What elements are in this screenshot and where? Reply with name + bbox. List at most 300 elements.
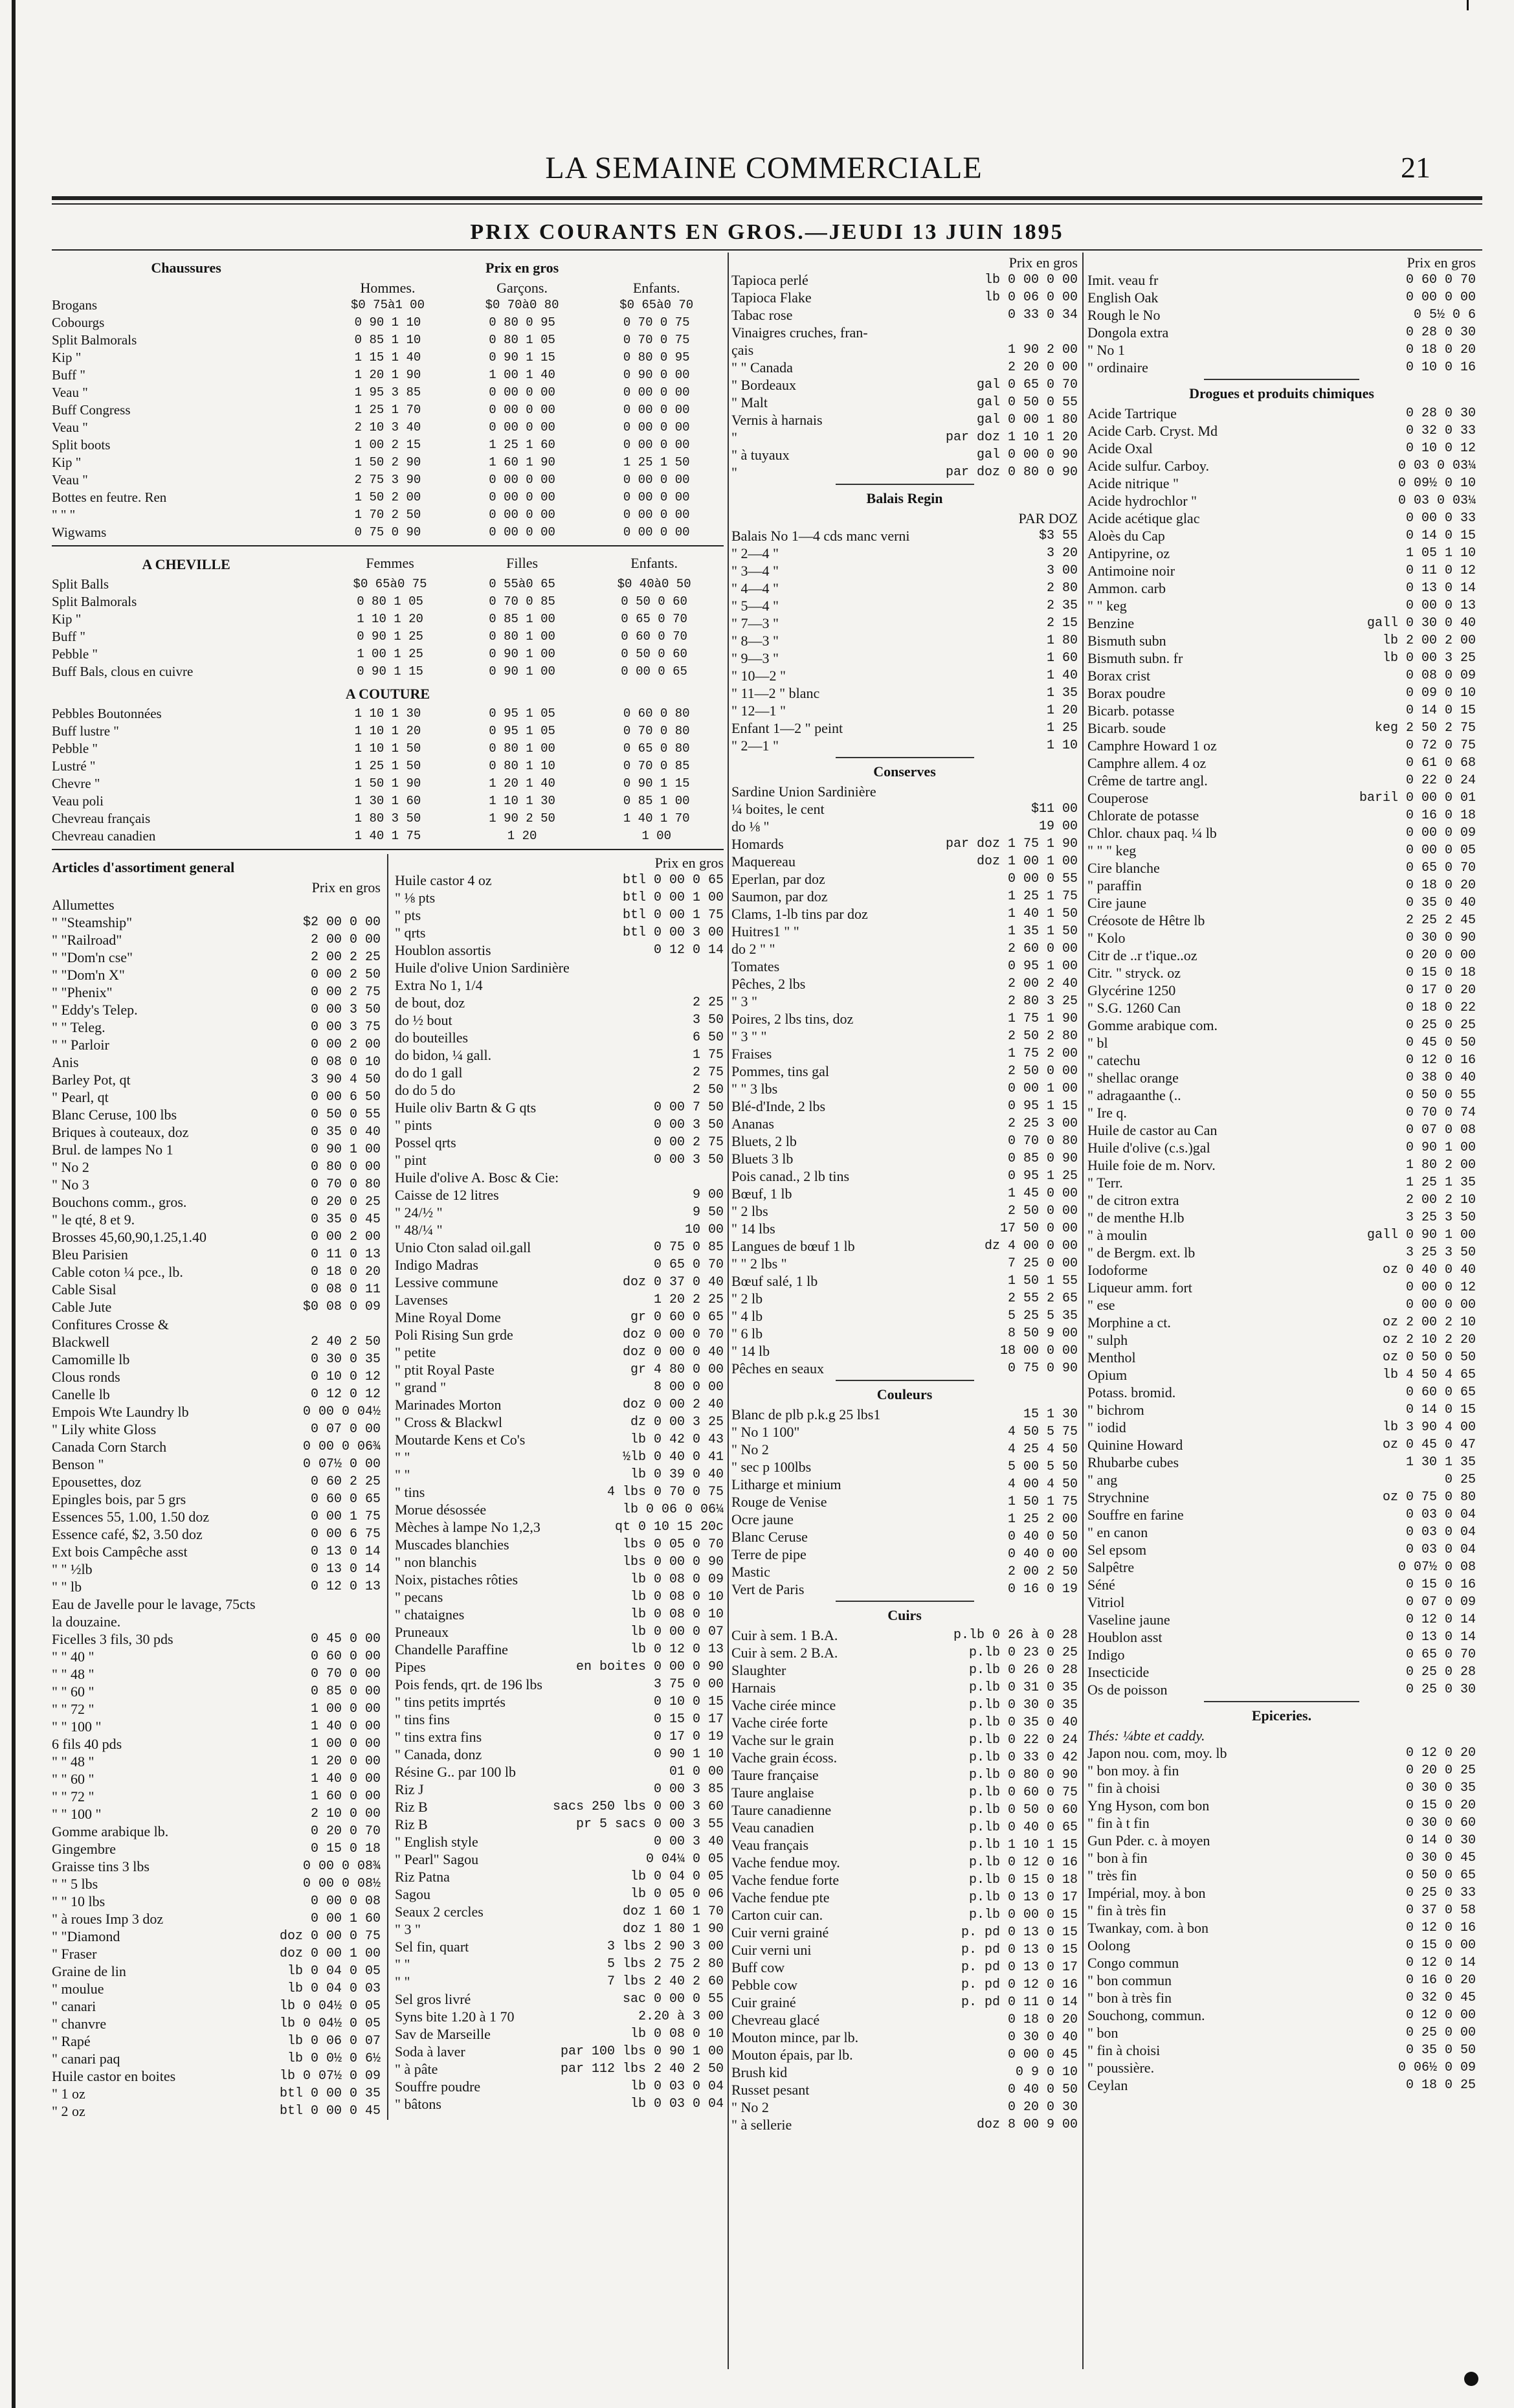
item-price: 0 70 0 80	[1007, 1134, 1078, 1149]
item-price: 2 00 0 00	[310, 932, 381, 947]
item-price: 1 60 0 00	[310, 1789, 381, 1804]
price-line	[1087, 1832, 1476, 1849]
item-price: 0 11 0 13	[310, 1247, 381, 1262]
item-name: Camphre allem. 4 oz	[1087, 755, 1207, 771]
price-line	[52, 2032, 381, 2050]
item-price: 0 28 0 30	[1405, 325, 1476, 340]
item-name: " bon	[1087, 2025, 1119, 2041]
item-price: 0 25 0 25	[1405, 1018, 1476, 1033]
section-heading-couture: A COUTURE	[345, 686, 430, 702]
price-line	[1087, 1436, 1476, 1454]
item-price: 0 13 0 14	[1405, 1630, 1476, 1645]
price-line	[1087, 1314, 1476, 1331]
price-line	[395, 1081, 724, 1099]
section-heading-balais: Balais Regin	[866, 490, 943, 506]
item-name: Vache cirée mince	[731, 1697, 836, 1713]
price-cell: $0 70à0 80	[485, 298, 559, 312]
price-line	[395, 1116, 724, 1134]
item-name: Rough le No	[1087, 307, 1161, 323]
item-name: " 3 "	[395, 1921, 421, 1937]
item-name: Poli Rising Sun grde	[395, 1327, 513, 1343]
item-name: Pebble cow	[731, 1977, 798, 1993]
item-name: " No 1	[1087, 342, 1125, 358]
item-name: Huile oliv Bartn & G qts	[395, 1099, 537, 1116]
item-name: Barley Pot, qt	[52, 1072, 131, 1088]
item-name: Brosses 45,60,90,1.25,1.40	[52, 1229, 206, 1245]
price-line	[1087, 1989, 1476, 2007]
price-line	[395, 1221, 724, 1239]
price-cell: 0 00 0 00	[489, 385, 555, 399]
item-price: 0 12 0 00	[1405, 2008, 1476, 2023]
price-line	[52, 984, 381, 1001]
item-price: btl 0 00 1 75	[622, 908, 724, 923]
item-price: 2 35	[1046, 598, 1078, 613]
price-line	[1087, 457, 1476, 475]
price-line	[52, 931, 381, 949]
item-price: 0 12 0 14	[1405, 1955, 1476, 1970]
item-name: Possel qrts	[395, 1134, 456, 1151]
item-name: Kip "	[52, 455, 82, 470]
price-cell: 0 60 0 80	[623, 706, 690, 721]
price-line	[395, 1099, 724, 1116]
price-line	[1087, 2076, 1476, 2094]
price-line	[52, 2067, 381, 2085]
item-name: " "	[395, 1449, 410, 1465]
item-name: Pruneaux	[395, 1624, 449, 1640]
item-price: 0 07 0 08	[1405, 1123, 1476, 1138]
item-name: Citr de ..r t'ique..oz	[1087, 947, 1197, 963]
item-name: Sel epsom	[1087, 1542, 1147, 1558]
item-name: " Fraser	[52, 1946, 97, 1962]
item-name: Mèches à lampe No 1,2,3	[395, 1519, 540, 1535]
item-price: 0 00 1 00	[1007, 1081, 1078, 1096]
item-price: doz 1 60 1 70	[622, 1904, 724, 1919]
price-line	[1087, 1663, 1476, 1681]
price-line	[731, 958, 1078, 975]
item-name: Moutarde Kens et Co's	[395, 1432, 526, 1448]
price-line	[731, 1976, 1078, 1994]
item-price: 0 13 0 14	[310, 1544, 381, 1559]
item-price: lb 0 06 0 00	[984, 290, 1078, 305]
item-price: doz 1 00 1 00	[976, 854, 1078, 869]
item-name: Blackwell	[52, 1334, 110, 1350]
col-header: Hommes.	[360, 280, 416, 296]
item-price: p.lb 1 10 1 15	[968, 1838, 1078, 1852]
item-price: 0 30 0 35	[1405, 1781, 1476, 1795]
table-row	[52, 384, 724, 401]
price-line	[1087, 1174, 1476, 1191]
price-line	[731, 1441, 1078, 1458]
price-line	[52, 1508, 381, 1525]
item-price: 15 1 30	[1023, 1407, 1078, 1422]
price-line	[1087, 1261, 1476, 1279]
price-cell: 1 10 1 20	[354, 724, 421, 738]
price-line	[1087, 824, 1476, 842]
item-name: " fin à choisi	[1087, 2042, 1161, 2058]
item-name: Benson "	[52, 1456, 104, 1472]
item-price: oz 0 75 0 80	[1382, 1490, 1476, 1505]
price-line	[731, 853, 1078, 870]
price-line	[731, 324, 1078, 341]
item-name: " 3 " "	[731, 1028, 767, 1044]
item-price: 1 25 1 35	[1405, 1175, 1476, 1190]
price-cell: 0 85 1 00	[623, 794, 690, 808]
item-name: do bouteilles	[395, 1030, 469, 1046]
item-name: Chevreau glacé	[731, 2012, 820, 2028]
price-cell: 1 00 1 40	[489, 368, 555, 382]
item-price: 0 20 0 30	[1007, 2100, 1078, 2115]
column-right	[1087, 254, 1476, 2369]
item-name: " bon commun	[1087, 1972, 1172, 1988]
item-price: 1 00 0 00	[310, 1702, 381, 1716]
price-line	[1087, 1867, 1476, 1884]
item-price: oz 2 00 2 10	[1382, 1315, 1476, 1330]
item-price: lb 0 08 0 10	[630, 1590, 724, 1604]
item-price: 0 12 0 14	[1405, 1612, 1476, 1627]
price-line	[52, 1595, 381, 1613]
price-line	[52, 896, 381, 914]
price-line	[52, 914, 381, 931]
item-name: Acide nitrique "	[1087, 475, 1179, 491]
price-cell: 0 70 0 75	[623, 315, 690, 330]
item-price: 0 40 0 50	[1007, 1529, 1078, 1544]
price-cell: 0 60 0 70	[621, 629, 687, 644]
price-line	[395, 1781, 724, 1798]
price-line	[731, 1511, 1078, 1528]
price-line	[1087, 1069, 1476, 1086]
section-heading-cheville: A CHEVILLE	[142, 556, 230, 572]
item-name: Bœuf salé, 1 lb	[731, 1273, 818, 1289]
price-cell: 1 60 1 90	[489, 455, 555, 469]
item-name: " " 60 "	[52, 1771, 95, 1787]
price-line	[1087, 1744, 1476, 1762]
item-name: " fin à très fin	[1087, 1902, 1166, 1919]
item-price: 1 50 1 75	[1007, 1494, 1078, 1509]
item-price: 0 09 0 10	[1405, 686, 1476, 701]
item-name: " " ½lb	[52, 1561, 93, 1577]
item-price: gr 0 60 0 65	[630, 1310, 724, 1325]
item-price: 0 80 0 00	[310, 1160, 381, 1175]
price-line	[1087, 1209, 1476, 1226]
price-line	[395, 1029, 724, 1046]
item-price: 2 20 0 00	[1007, 360, 1078, 375]
price-line	[731, 1563, 1078, 1581]
item-name: Huile castor en boites	[52, 2068, 176, 2084]
item-name: Gun Pder. c. à moyen	[1087, 1832, 1210, 1849]
item-price: gal 0 65 0 70	[976, 377, 1078, 392]
item-name: " No 2	[731, 1441, 769, 1457]
item-name: " " "	[52, 507, 76, 523]
item-price	[375, 1613, 381, 1630]
item-name: Graisse tins 3 lbs	[52, 1858, 150, 1874]
item-price: 0 30 0 60	[1405, 1816, 1476, 1830]
item-name: Résine G.. par 100 lb	[395, 1764, 516, 1780]
item-name: Lavenses	[395, 1292, 448, 1308]
price-line	[1087, 306, 1476, 324]
item-price: ½lb 0 40 0 41	[622, 1450, 724, 1465]
item-name: " adragaanthe (..	[1087, 1087, 1181, 1103]
item-price: par doz 1 10 1 20	[945, 430, 1078, 445]
table-row	[52, 646, 724, 663]
price-line	[1087, 947, 1476, 964]
item-price: 2 50 0 00	[1007, 1204, 1078, 1219]
price-line	[52, 1823, 381, 1840]
item-price: gall 0 30 0 40	[1366, 616, 1476, 631]
price-line	[1087, 1104, 1476, 1121]
table-row	[52, 524, 724, 541]
item-name: " "	[395, 1974, 410, 1990]
price-cell: 0 00 0 00	[623, 490, 690, 504]
item-price	[375, 1316, 381, 1333]
price-line	[1087, 527, 1476, 545]
col-header: Enfants.	[632, 280, 680, 296]
item-name: Aloès du Cap	[1087, 528, 1165, 544]
item-name: Morphine a ct.	[1087, 1314, 1171, 1331]
price-line	[395, 1239, 724, 1256]
price-cell: 0 00 0 00	[489, 403, 555, 417]
item-price: 1 35 1 50	[1007, 924, 1078, 939]
price-cell: 0 90 1 15	[489, 350, 555, 365]
item-name: Harnais	[731, 1680, 776, 1696]
item-price: lb 0 06 0 07	[287, 2034, 381, 2049]
item-name: Sel fin, quart	[395, 1939, 469, 1955]
item-price: 0 35 0 40	[1405, 895, 1476, 910]
item-price: 0 30 0 90	[1405, 930, 1476, 945]
item-price: p.lb 0 40 0 65	[968, 1820, 1078, 1835]
item-price: 0 17 0 19	[653, 1729, 724, 1744]
item-name: Eperlan, par doz	[731, 871, 825, 887]
item-price: 0 08 0 09	[1405, 668, 1476, 683]
price-line	[395, 1274, 724, 1291]
item-name: " tins extra fins	[395, 1729, 482, 1745]
item-price: 0 70 0 80	[310, 1177, 381, 1192]
price-cell: 0 90 1 00	[489, 647, 555, 661]
price-cell: 0 90 0 00	[623, 368, 690, 382]
item-price: 0 15 0 17	[653, 1712, 724, 1727]
item-name: Bicarb. potasse	[1087, 703, 1175, 719]
price-line	[395, 2025, 724, 2043]
tea-note: Thés: ¼bte et caddy.	[1087, 1727, 1205, 1744]
col-header: Filles	[506, 555, 539, 571]
item-price: 0 16 0 19	[1007, 1582, 1078, 1597]
item-name: " tins fins	[395, 1711, 450, 1727]
item-price: 0 60 2 25	[310, 1474, 381, 1489]
price-cell: 1 40 1 70	[623, 811, 690, 826]
item-price: 0 28 0 30	[1405, 406, 1476, 421]
table-row	[52, 576, 724, 593]
price-line	[52, 1473, 381, 1491]
price-cell: 0 00 0 00	[623, 525, 690, 539]
price-line	[395, 1536, 724, 1553]
price-line	[1087, 614, 1476, 632]
price-line	[731, 464, 1078, 481]
item-name: Eau de Javelle pour le lavage, 75cts	[52, 1596, 256, 1612]
price-cell: 0 00 0 00	[623, 438, 690, 452]
item-name: Brul. de lampes No 1	[52, 1142, 173, 1158]
item-name: do ½ bout	[395, 1012, 452, 1028]
item-name: " à moulin	[1087, 1227, 1148, 1243]
item-price: 1 25	[1046, 721, 1078, 736]
item-name: Buff "	[52, 629, 85, 644]
price-line	[395, 1606, 724, 1623]
item-name: Langues de bœuf 1 lb	[731, 1238, 855, 1254]
item-price: gal 0 00 0 90	[976, 447, 1078, 462]
item-price: 0 38 0 40	[1405, 1070, 1476, 1085]
item-price: 0 03 0 04	[1405, 1542, 1476, 1557]
item-name: Mouton mince, par lb.	[731, 2029, 859, 2045]
item-price: 0 00 0 09	[1405, 826, 1476, 840]
price-line	[731, 1458, 1078, 1476]
price-line	[395, 889, 724, 906]
item-name: Antimoine noir	[1087, 563, 1175, 579]
item-price: 0 60 0 65	[1405, 1385, 1476, 1400]
section-divider	[52, 849, 724, 850]
price-cell: 0 50 0 60	[621, 594, 687, 609]
item-name: " " keg	[1087, 598, 1127, 614]
price-line	[1087, 789, 1476, 807]
item-price: 0 06½ 0 09	[1397, 2060, 1476, 2075]
item-price: 0 00 1 60	[310, 1911, 381, 1926]
price-line	[1087, 894, 1476, 912]
item-price: 0 00 0 55	[1007, 872, 1078, 886]
price-line	[395, 1903, 724, 1920]
item-price: oz 0 50 0 50	[1382, 1350, 1476, 1365]
cuirs-list	[731, 1626, 1078, 2133]
item-name: " 1 oz	[52, 2086, 85, 2102]
item-price: 0 70 0 00	[310, 1667, 381, 1682]
item-name: Veau français	[731, 1837, 809, 1853]
item-price: 1 30 1 35	[1405, 1455, 1476, 1470]
item-name: " " " keg	[1087, 842, 1137, 859]
price-line	[731, 341, 1078, 359]
price-cell: 0 75 0 90	[354, 525, 421, 539]
item-price: 0 90 1 00	[1405, 1140, 1476, 1155]
item-price: 0 37 0 58	[1405, 1903, 1476, 1918]
price-line	[52, 1106, 381, 1123]
price-line	[731, 1045, 1078, 1063]
item-price: 0 95 1 00	[1007, 959, 1078, 974]
price-cell: 0 65 0 80	[623, 741, 690, 756]
item-name: Os de poisson	[1087, 1682, 1168, 1698]
price-cell: 1 20 1 40	[489, 776, 555, 791]
item-price: 8 50 9 00	[1007, 1326, 1078, 1341]
item-name: Fraises	[731, 1046, 772, 1062]
price-line	[731, 702, 1078, 719]
price-line	[395, 1046, 724, 1064]
price-line	[52, 966, 381, 984]
price-line	[731, 905, 1078, 923]
item-name: Acide acétique glac	[1087, 510, 1200, 526]
item-price: doz 0 00 0 75	[279, 1929, 381, 1944]
item-name: Clams, 1-lb tins par doz	[731, 906, 868, 922]
item-name: Vert de Paris	[731, 1581, 805, 1597]
item-name: de bout, doz	[395, 995, 465, 1011]
item-name: Kip "	[52, 350, 82, 365]
item-name: " de citron extra	[1087, 1192, 1179, 1208]
item-price: 0 85 0 00	[310, 1684, 381, 1699]
item-price: 0 75 0 85	[653, 1240, 724, 1255]
item-name: " très fin	[1087, 1867, 1137, 1884]
item-price: 0 40 0 50	[1007, 2082, 1078, 2097]
item-name: Blanc Ceruse	[731, 1529, 808, 1545]
price-caption: Prix en gros	[1407, 254, 1476, 271]
conserves-list	[731, 783, 1078, 1377]
item-name: Huile d'olive (c.s.)gal	[1087, 1140, 1210, 1156]
item-name: " paraffin	[1087, 877, 1142, 894]
item-name: " catechu	[1087, 1052, 1141, 1068]
table-row	[52, 758, 724, 775]
price-line	[52, 1351, 381, 1368]
price-line	[52, 1211, 381, 1228]
price-line	[731, 1290, 1078, 1307]
item-name: Vernis à harnais	[731, 412, 823, 428]
item-price: 0 00 2 75	[310, 985, 381, 1000]
table-row	[52, 663, 724, 681]
price-line	[52, 1088, 381, 1106]
item-name: " 5—4 "	[731, 598, 779, 614]
item-price: lb 0 00 0 00	[984, 273, 1078, 287]
item-price: 1 20	[1046, 703, 1078, 718]
price-line	[395, 2095, 724, 2113]
item-name: Buff cow	[731, 1959, 785, 1975]
item-name: Split Balmorals	[52, 594, 137, 609]
item-name: Seaux 2 cercles	[395, 1904, 484, 1920]
item-name: Buff lustre "	[52, 723, 119, 739]
price-line	[1087, 1139, 1476, 1156]
item-price: lb 2 00 2 00	[1382, 633, 1476, 648]
price-line	[1087, 1558, 1476, 1576]
item-price: doz 1 80 1 90	[622, 1922, 724, 1937]
page-dot	[1464, 2372, 1478, 2386]
price-cell: $0 40à0 50	[617, 577, 691, 591]
price-cell: 1 10 1 30	[354, 706, 421, 721]
item-name: " "Diamond	[52, 1928, 120, 1944]
section-divider	[836, 484, 974, 485]
item-name: " Ire q.	[1087, 1105, 1127, 1121]
price-line	[1087, 1919, 1476, 1937]
price-line	[52, 1281, 381, 1298]
price-cell: 0 90 1 15	[623, 776, 690, 791]
price-line	[731, 1644, 1078, 1661]
price-line	[52, 1176, 381, 1193]
price-line	[731, 835, 1078, 853]
item-name: Enfant 1—2 " peint	[731, 720, 843, 736]
item-name: " " 40 "	[52, 1648, 95, 1665]
price-cell: 0 90 1 00	[489, 664, 555, 679]
price-cell: 1 50 2 00	[354, 490, 421, 504]
item-name: Pebble "	[52, 741, 98, 756]
price-cell: 0 90 1 10	[354, 315, 421, 330]
item-name: "	[731, 464, 737, 480]
price-line	[1087, 842, 1476, 859]
price-line	[395, 1711, 724, 1728]
item-price: 0 00 3 75	[310, 1020, 381, 1035]
price-cell: 0 80 1 05	[489, 333, 555, 347]
item-name: Cable Sisal	[52, 1281, 117, 1298]
item-price: lb 4 50 4 65	[1382, 1367, 1476, 1382]
price-line	[731, 1679, 1078, 1696]
item-name: Ananas	[731, 1116, 774, 1132]
item-price: 2 15	[1046, 616, 1078, 631]
price-line	[731, 1889, 1078, 1906]
price-cell: 0 95 1 05	[489, 724, 555, 738]
price-line	[731, 1871, 1078, 1889]
item-name: " pecans	[395, 1589, 443, 1605]
item-name: Ammon. carb	[1087, 580, 1166, 596]
item-price: 2 75	[692, 1065, 724, 1080]
item-name: Glycérine 1250	[1087, 982, 1176, 998]
item-price: doz 0 00 0 40	[622, 1345, 724, 1360]
